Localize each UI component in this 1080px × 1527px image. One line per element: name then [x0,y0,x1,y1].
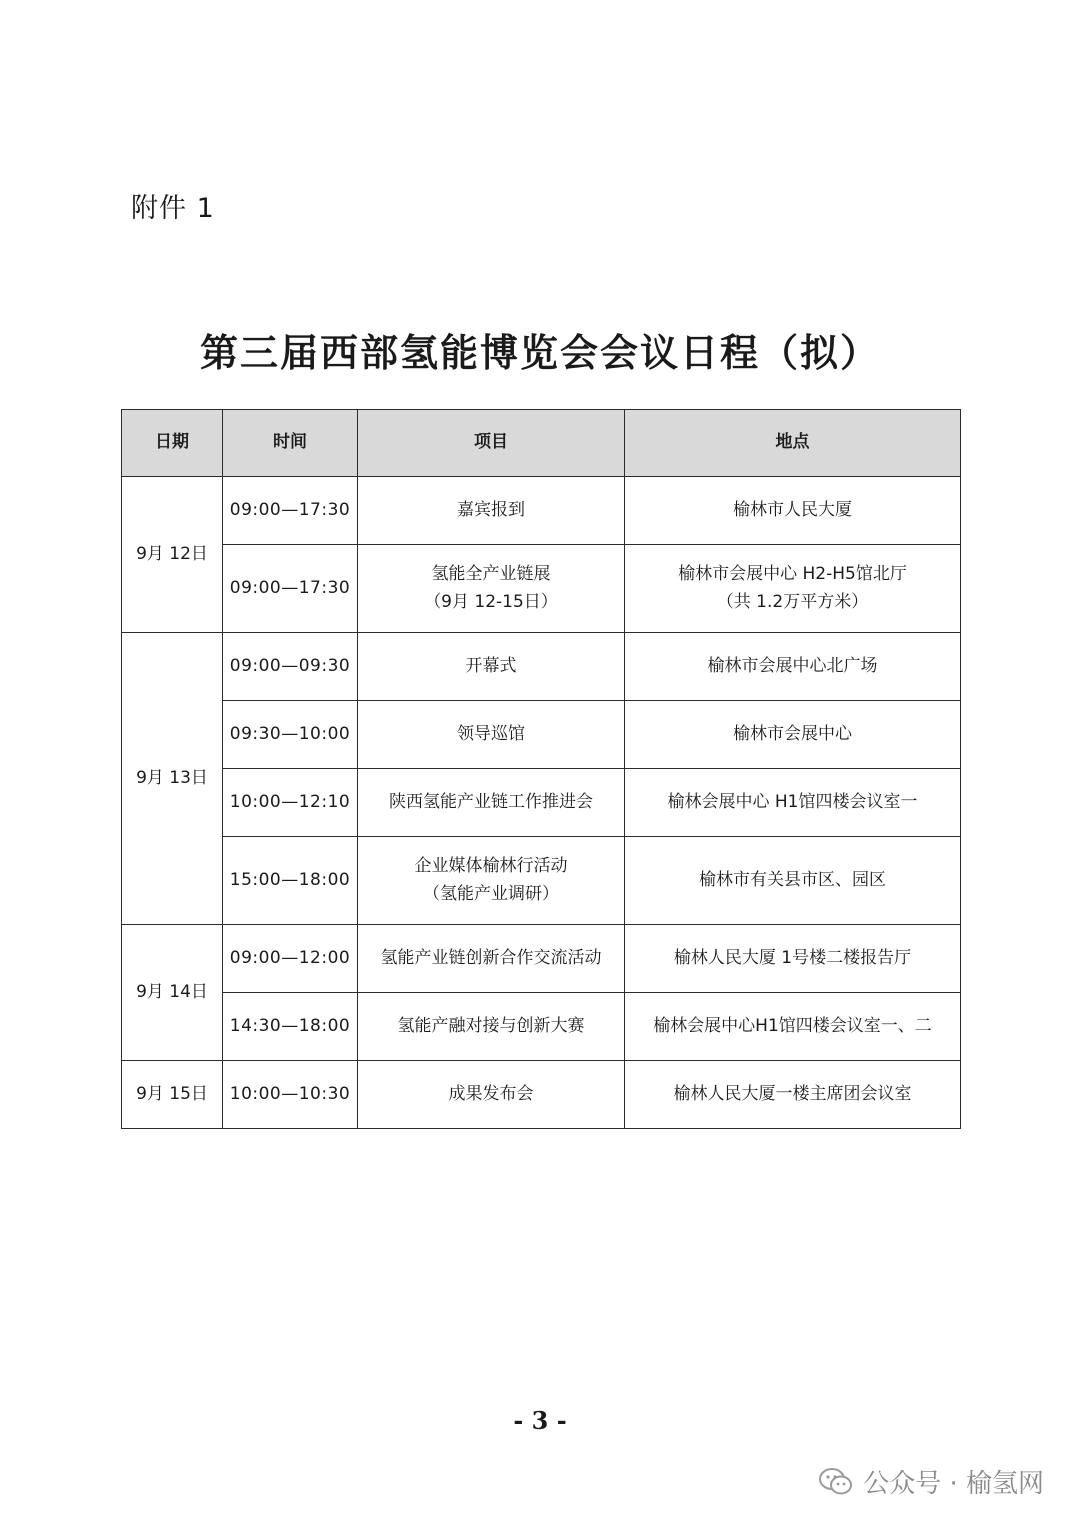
wechat-icon [819,1467,853,1497]
table-row [122,477,961,545]
item-note: （9月 12-15日） [424,591,558,612]
table-row [122,993,961,1061]
watermark [819,1463,1044,1500]
table-row [122,633,961,701]
time-cell: 09:00—12:00 [223,925,358,993]
table-row [122,545,961,633]
item-cell: 开幕式 [358,633,625,701]
watermark-text: 公众号 · 榆氢网 [863,1469,1044,1499]
location-cell: 榆林市会展中心北广场 [625,633,961,701]
item-cell: 嘉宾报到 [358,477,625,545]
location-cell: 榆林市人民大厦 [625,477,961,545]
time-cell: 09:00—17:30 [223,477,358,545]
attachment-label: 附件 1 [131,193,215,224]
item-cell [358,837,625,925]
time-cell: 15:00—18:00 [223,837,358,925]
item-text: 氢能全产业链展 [431,564,551,585]
time-cell: 14:30—18:00 [223,993,358,1061]
location-text: 榆林市会展中心 H2-H5馆北厅 [678,564,907,585]
header-item: 项目 [358,410,625,477]
item-text: 企业媒体榆林行活动 [414,856,568,877]
date-cell: 9月 13日 [122,633,223,925]
table-row [122,1061,961,1129]
item-cell: 成果发布会 [358,1061,625,1129]
table-row [122,769,961,837]
date-cell: 9月 14日 [122,925,223,1061]
table-header-row [122,410,961,477]
item-cell: 氢能产业链创新合作交流活动 [358,925,625,993]
header-location: 地点 [625,410,961,477]
table-row [122,701,961,769]
item-cell: 领导巡馆 [358,701,625,769]
item-cell: 陕西氢能产业链工作推进会 [358,769,625,837]
location-cell: 榆林会展中心 H1馆四楼会议室一 [625,769,961,837]
item-cell [358,545,625,633]
item-cell: 氢能产融对接与创新大赛 [358,993,625,1061]
location-cell: 榆林人民大厦一楼主席团会议室 [625,1061,961,1129]
table-row [122,837,961,925]
time-cell: 09:00—09:30 [223,633,358,701]
time-cell: 10:00—12:10 [223,769,358,837]
location-cell: 榆林会展中心H1馆四楼会议室一、二 [625,993,961,1061]
item-note: （氢能产业调研） [423,883,559,904]
header-time: 时间 [223,410,358,477]
location-cell: 榆林市有关县市区、园区 [625,837,961,925]
header-date: 日期 [122,410,223,477]
date-cell: 9月 12日 [122,477,223,633]
time-cell: 09:00—17:30 [223,545,358,633]
schedule-table [121,409,961,1129]
time-cell: 10:00—10:30 [223,1061,358,1129]
location-cell: 榆林人民大厦 1号楼二楼报告厅 [625,925,961,993]
location-cell: 榆林市会展中心 [625,701,961,769]
time-cell: 09:30—10:00 [223,701,358,769]
page-number: - 3 - [513,1406,567,1435]
location-note: （共 1.2万平方米） [716,591,869,612]
table-row [122,925,961,993]
date-cell: 9月 15日 [122,1061,223,1129]
document-title: 第三届西部氢能博览会会议日程（拟） [199,330,880,375]
location-cell [625,545,961,633]
